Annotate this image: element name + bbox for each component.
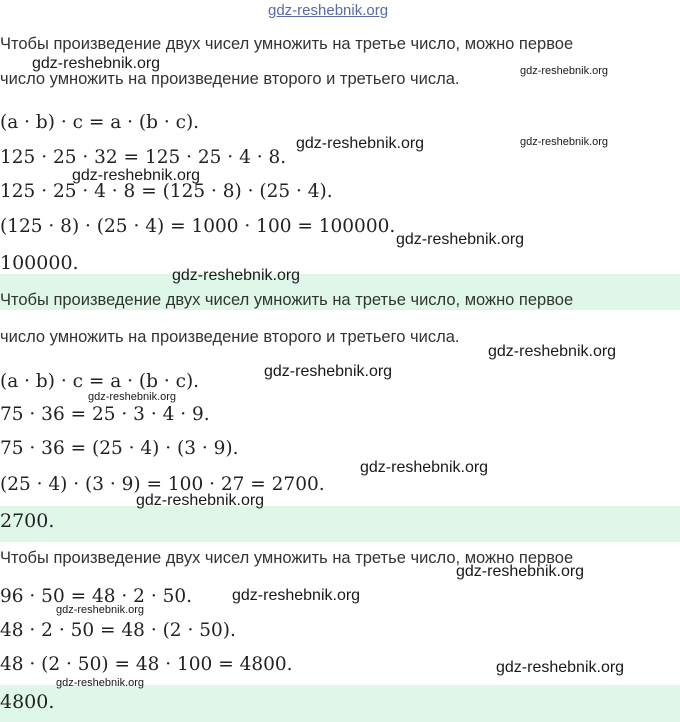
math-step: 96 · 50 = 48 · 2 · 50. — [0, 586, 193, 607]
watermark: gdz-reshebnik.org — [520, 65, 609, 77]
math-step: 125 · 25 · 32 = 125 · 25 · 4 · 8. — [0, 147, 287, 168]
math-step: (a · b) · c = a · (b · c). — [0, 371, 200, 392]
watermark: gdz-reshebnik.org — [32, 55, 161, 72]
watermark: gdz-reshebnik.org — [264, 363, 393, 380]
rule-text: Чтобы произведение двух чисел умножить на третье число, можно первое — [0, 291, 574, 309]
watermark: gdz-reshebnik.org — [56, 604, 145, 616]
answer-text: 2700. — [0, 510, 55, 532]
watermark: gdz-reshebnik.org — [136, 492, 265, 509]
math-step: (a · b) · c = a · (b · c). — [0, 112, 200, 133]
watermark: gdz-reshebnik.org — [296, 135, 425, 152]
answer-text: 100000. — [0, 252, 79, 274]
watermark: gdz-reshebnik.org — [172, 267, 301, 284]
watermark: gdz-reshebnik.org — [88, 391, 177, 403]
answer-band — [0, 685, 680, 722]
watermark-link[interactable]: gdz-reshebnik.org — [268, 2, 389, 19]
watermark: gdz-reshebnik.org — [496, 659, 625, 676]
math-step: (125 · 8) · (25 · 4) = 1000 · 100 = 100000. — [0, 216, 396, 237]
answer-text: 4800. — [0, 691, 55, 713]
watermark: gdz-reshebnik.org — [456, 563, 585, 580]
watermark: gdz-reshebnik.org — [396, 231, 525, 248]
answer-band — [0, 506, 680, 542]
watermark: gdz-reshebnik.org — [488, 343, 617, 360]
watermark: gdz-reshebnik.org — [360, 459, 489, 476]
rule-text: Чтобы произведение двух чисел умножить на третье число, можно первое — [0, 35, 574, 53]
rule-text: число умножить на произведение второго и третьего числа. — [0, 328, 460, 346]
rule-text: Чтобы произведение двух чисел умножить на третье число, можно первое — [0, 549, 574, 567]
math-step: 125 · 25 · 4 · 8 = (125 · 8) · (25 · 4). — [0, 181, 333, 202]
math-step: (25 · 4) · (3 · 9) = 100 · 27 = 2700. — [0, 474, 325, 495]
watermark: gdz-reshebnik.org — [72, 167, 201, 184]
math-step: 75 · 36 = 25 · 3 · 4 · 9. — [0, 404, 210, 425]
math-step: 48 · (2 · 50) = 48 · 100 = 4800. — [0, 654, 293, 675]
watermark: gdz-reshebnik.org — [56, 677, 145, 689]
watermark: gdz-reshebnik.org — [232, 587, 361, 604]
math-step: 48 · 2 · 50 = 48 · (2 · 50). — [0, 620, 236, 641]
rule-text: число умножить на произведение второго и третьего числа. — [0, 70, 460, 88]
math-step: 75 · 36 = (25 · 4) · (3 · 9). — [0, 438, 239, 459]
watermark: gdz-reshebnik.org — [520, 136, 609, 148]
